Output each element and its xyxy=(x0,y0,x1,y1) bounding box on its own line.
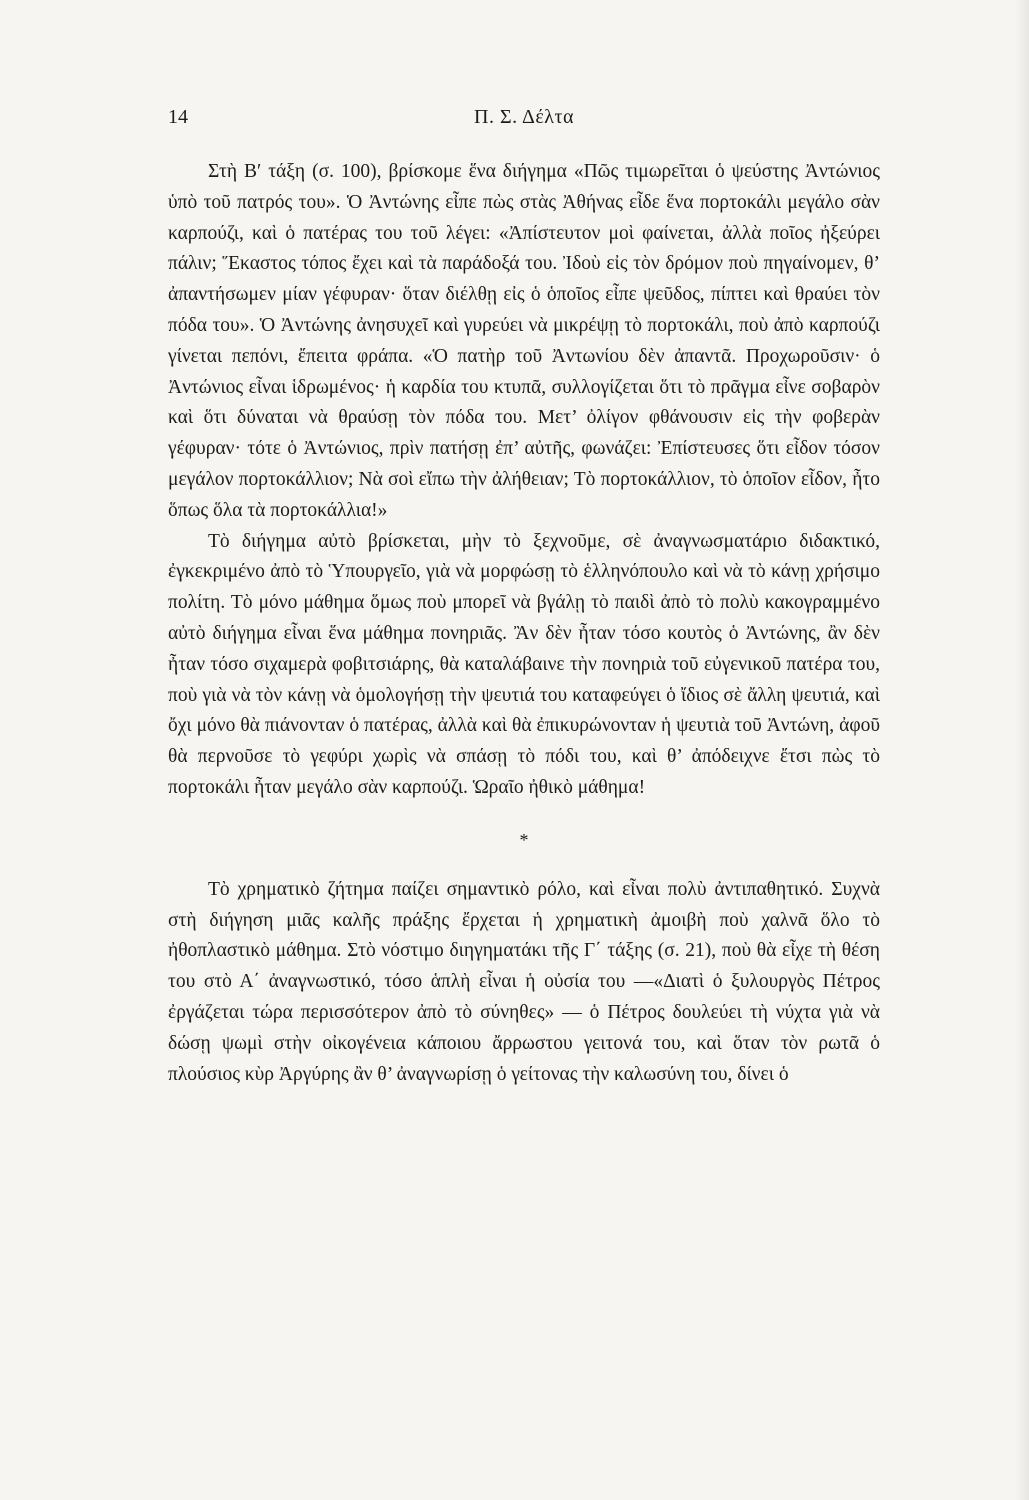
paragraph-moral-critique: Τὸ διήγημα αὐτὸ βρίσκεται, μὴν τὸ ξεχνοῦμε, σὲ ἀναγνωσματάριο διδακτικό, ἐγκεκριμένο ἀπὸ τὸ Ὑπουργεῖο, γιὰ νὰ μορφώσῃ τὸ ἑλληνόπουλο καὶ νὰ τὸ κάνῃ χρήσιμο πολίτη. Τὸ μόνο μάθημα ὅμως ποὺ μπορεῖ νὰ βγάλῃ τὸ παιδὶ ἀπὸ τὸ πολὺ κακογραμμένο αὐτὸ διήγημα εἶναι ἕνα μάθημα πονηριᾶς. Ἂν δὲν ἦταν τόσο κουτὸς ὁ Ἀντώνης, ἂν δὲν ἦταν τόσο σιχαμερὰ φοβιτσιάρης, θὰ καταλάβαινε τὴν πονηριὰ τοῦ εὐγενικοῦ πατέρα του, ποὺ γιὰ νὰ τὸν κάνῃ νὰ ὁμολογήσῃ τὴν ψευτιά του καταφεύγει ὁ ἴδιος σὲ ἄλλη ψευτιά, καὶ ὄχι μόνο θὰ πιάνονταν ὁ πατέρας, ἀλλὰ καὶ θὰ ἐπικυρώνονταν ἡ ψευτιὰ τοῦ Ἀντώνη, ἀφοῦ θὰ περνοῦσε τὸ γεφύρι χωρὶς νὰ σπάσῃ τὸ πόδι του, καὶ θ’ ἀπόδειχνε ἔτσι πὼς τὸ πορτοκάλι ἦταν μεγάλο σὰν καρπούζι. Ὡραῖο ἠθικὸ μάθημα! xyxy=(168,530,880,798)
body-text xyxy=(168,157,880,1090)
running-head-author: Π. Σ. Δέλτα xyxy=(474,106,574,128)
section-separator: * xyxy=(519,829,529,850)
paragraph-money-issue: Τὸ χρηματικὸ ζήτημα παίζει σημαντικὸ ρόλο, καὶ εἶναι πολὺ ἀντιπαθητικό. Συχνὰ στὴ διήγηση μιᾶς καλῆς πράξης ἔρχεται ἡ χρηματικὴ ἀμοιβὴ ποὺ χαλνᾶ ὅλο τὸ ἠθοπλαστικὸ μάθημα. Στὸ νόστιμο διηγηματάκι τῆς Γ΄ τάξης (σ. 21), ποὺ θὰ εἶχε τὴ θέση του στὸ Α΄ ἀναγνωστικό, τόσο ἁπλὴ εἶναι ἡ οὐσία του —«Διατὶ ὁ ξυλουργὸς Πέτρος ἐργάζεται τώρα περισσότερον ἀπὸ τὸ σύνηθες» — ὁ Πέτρος δουλεύει τὴ νύχτα γιὰ νὰ δώσῃ ψωμὶ στὴν οἰκογένεια κάποιου ἄρρωστου γειτονά του, καὶ ὅταν τὸν ρωτᾶ ὁ πλούσιος κὺρ Ἀργύρης ἂν θ’ ἀναγνωρίσῃ ὁ γείτονας τὴν καλωσύνη του, δίνει ὁ xyxy=(168,878,880,1085)
page-edge-shadow xyxy=(1015,0,1029,1500)
page-header xyxy=(168,106,880,138)
page-number: 14 xyxy=(168,106,188,128)
paragraph-story-summary: Στὴ Β′ τάξη (σ. 100), βρίσκομε ἕνα διήγημα «Πῶς τιμωρεῖται ὁ ψεύστης Ἀντώνιος ὑπὸ τοῦ πατρός του». Ὁ Ἀντώνης εἶπε πὼς στὰς Ἀθήνας εἶδε ἕνα πορτοκάλι μεγάλο σὰν καρπούζι, καὶ ὁ πατέρας του τοῦ λέγει: «Ἀπίστευτον μοὶ φαίνεται, ἀλλὰ ποῖος ἠξεύρει πάλιν; Ἕκαστος τόπος ἔχει καὶ τὰ παράδοξά του. Ἰδοὺ εἰς τὸν δρόμον ποὺ πηγαίνομεν, θ’ ἀπαντήσωμεν μίαν γέφυραν· ὅταν διέλθῃ εἰς ὁ ὁποῖος εἶπε ψεῦδος, πίπτει καὶ θραύει τὸν πόδα του». Ὁ Ἀντώνης ἀνησυχεῖ καὶ γυρεύει νὰ μικρέψῃ τὸ πορτοκάλι, ποὺ ἀπὸ καρπούζι γίνεται πεπόνι, ἔπειτα φράπα. «Ὁ πατὴρ τοῦ Ἀντωνίου δὲν ἀπαντᾶ. Προχωροῦσιν· ὁ Ἀντώνιος εἶναι ἱδρωμένος· ἡ καρδία του κτυπᾶ, συλλογίζεται ὅτι τὸ πρᾶγμα εἶνε σοβαρὸν καὶ ὅτι δύναται νὰ θραύσῃ τὸν πόδα του. Μετ’ ὀλίγον φθάνουσιν εἰς τὴν φοβερὰν γέφυραν· τότε ὁ Ἀντώνιος, πρὶν πατήσῃ ἐπ’ αὐτῆς, φωνάζει: Ἐπίστευσες ὅτι εἶδον τόσον μεγάλον πορτοκάλλιον; Νὰ σοὶ εἴπω τὴν ἀλήθειαν; Τὸ πορτοκάλλιον, τὸ ὁποῖον εἶδον, ἦτο ὅπως ὅλα τὰ πορτοκάλλια!» xyxy=(168,161,880,521)
